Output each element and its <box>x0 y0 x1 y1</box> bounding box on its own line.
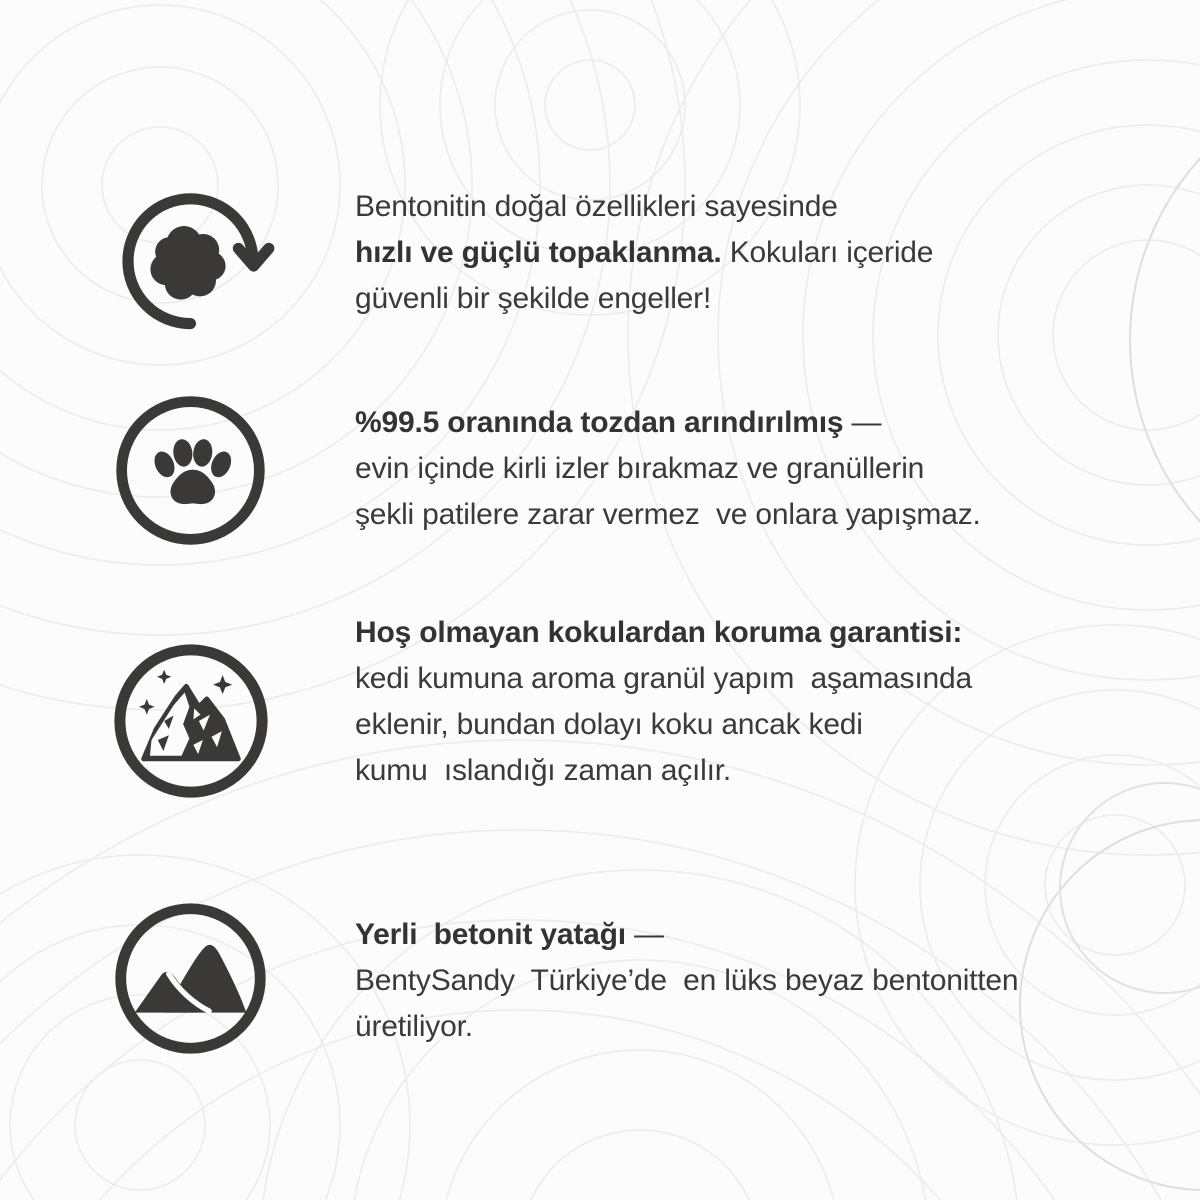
paw-circle-icon <box>114 394 267 547</box>
feature-text-fast-clumping <box>355 184 933 322</box>
text-segment: — <box>625 918 664 951</box>
text-line <box>355 912 1018 958</box>
text-line <box>355 230 933 276</box>
text-segment: güvenli bir şekilde engeller! <box>355 282 712 315</box>
text-segment: eklenir, bundan dolayı koku ancak kedi <box>355 708 863 741</box>
text-line <box>355 492 981 538</box>
feature-text-dust-free <box>355 400 981 538</box>
text-line <box>355 1004 1018 1050</box>
text-segment: Bentonitin doğal özellikleri sayesinde <box>355 190 838 223</box>
text-line <box>355 610 972 656</box>
text-line <box>355 446 981 492</box>
text-line <box>355 400 981 446</box>
text-line <box>355 276 933 322</box>
text-line <box>355 958 1018 1004</box>
clump-rotation-icon <box>112 178 272 338</box>
feature-text-odor-protection <box>355 610 972 794</box>
text-line <box>355 184 933 230</box>
text-segment: evin içinde kirli izler bırakmaz ve granüllerin <box>355 452 925 485</box>
feature-text-local-bentonite <box>355 912 1018 1050</box>
text-segment-bold: Yerli betonit yatağı <box>355 918 626 951</box>
text-segment-bold: Hoş olmayan kokulardan koruma garantisi: <box>355 616 963 649</box>
text-segment-bold: %99.5 oranında tozdan arındırılmış <box>355 406 844 439</box>
text-line <box>355 702 972 748</box>
text-segment: kumu ıslandığı zaman açılır. <box>355 754 732 787</box>
text-segment-bold: hızlı ve güçlü topaklanma. <box>355 236 722 269</box>
text-segment: Kokuları içeride <box>721 236 934 269</box>
text-line <box>355 656 972 702</box>
text-line <box>355 748 972 794</box>
mountain-circle-icon <box>113 901 268 1056</box>
text-segment: kedi kumuna aroma granül yapım aşamasında <box>355 662 972 695</box>
text-segment: şekli patilere zarar vermez ve onlara yapışmaz. <box>355 498 981 531</box>
text-segment: — <box>843 406 882 439</box>
text-segment: üretiliyor. <box>355 1010 473 1043</box>
text-segment: BentySandy Türkiye’de en lüks beyaz bentonitten <box>355 964 1019 997</box>
aroma-rock-icon <box>112 642 270 800</box>
